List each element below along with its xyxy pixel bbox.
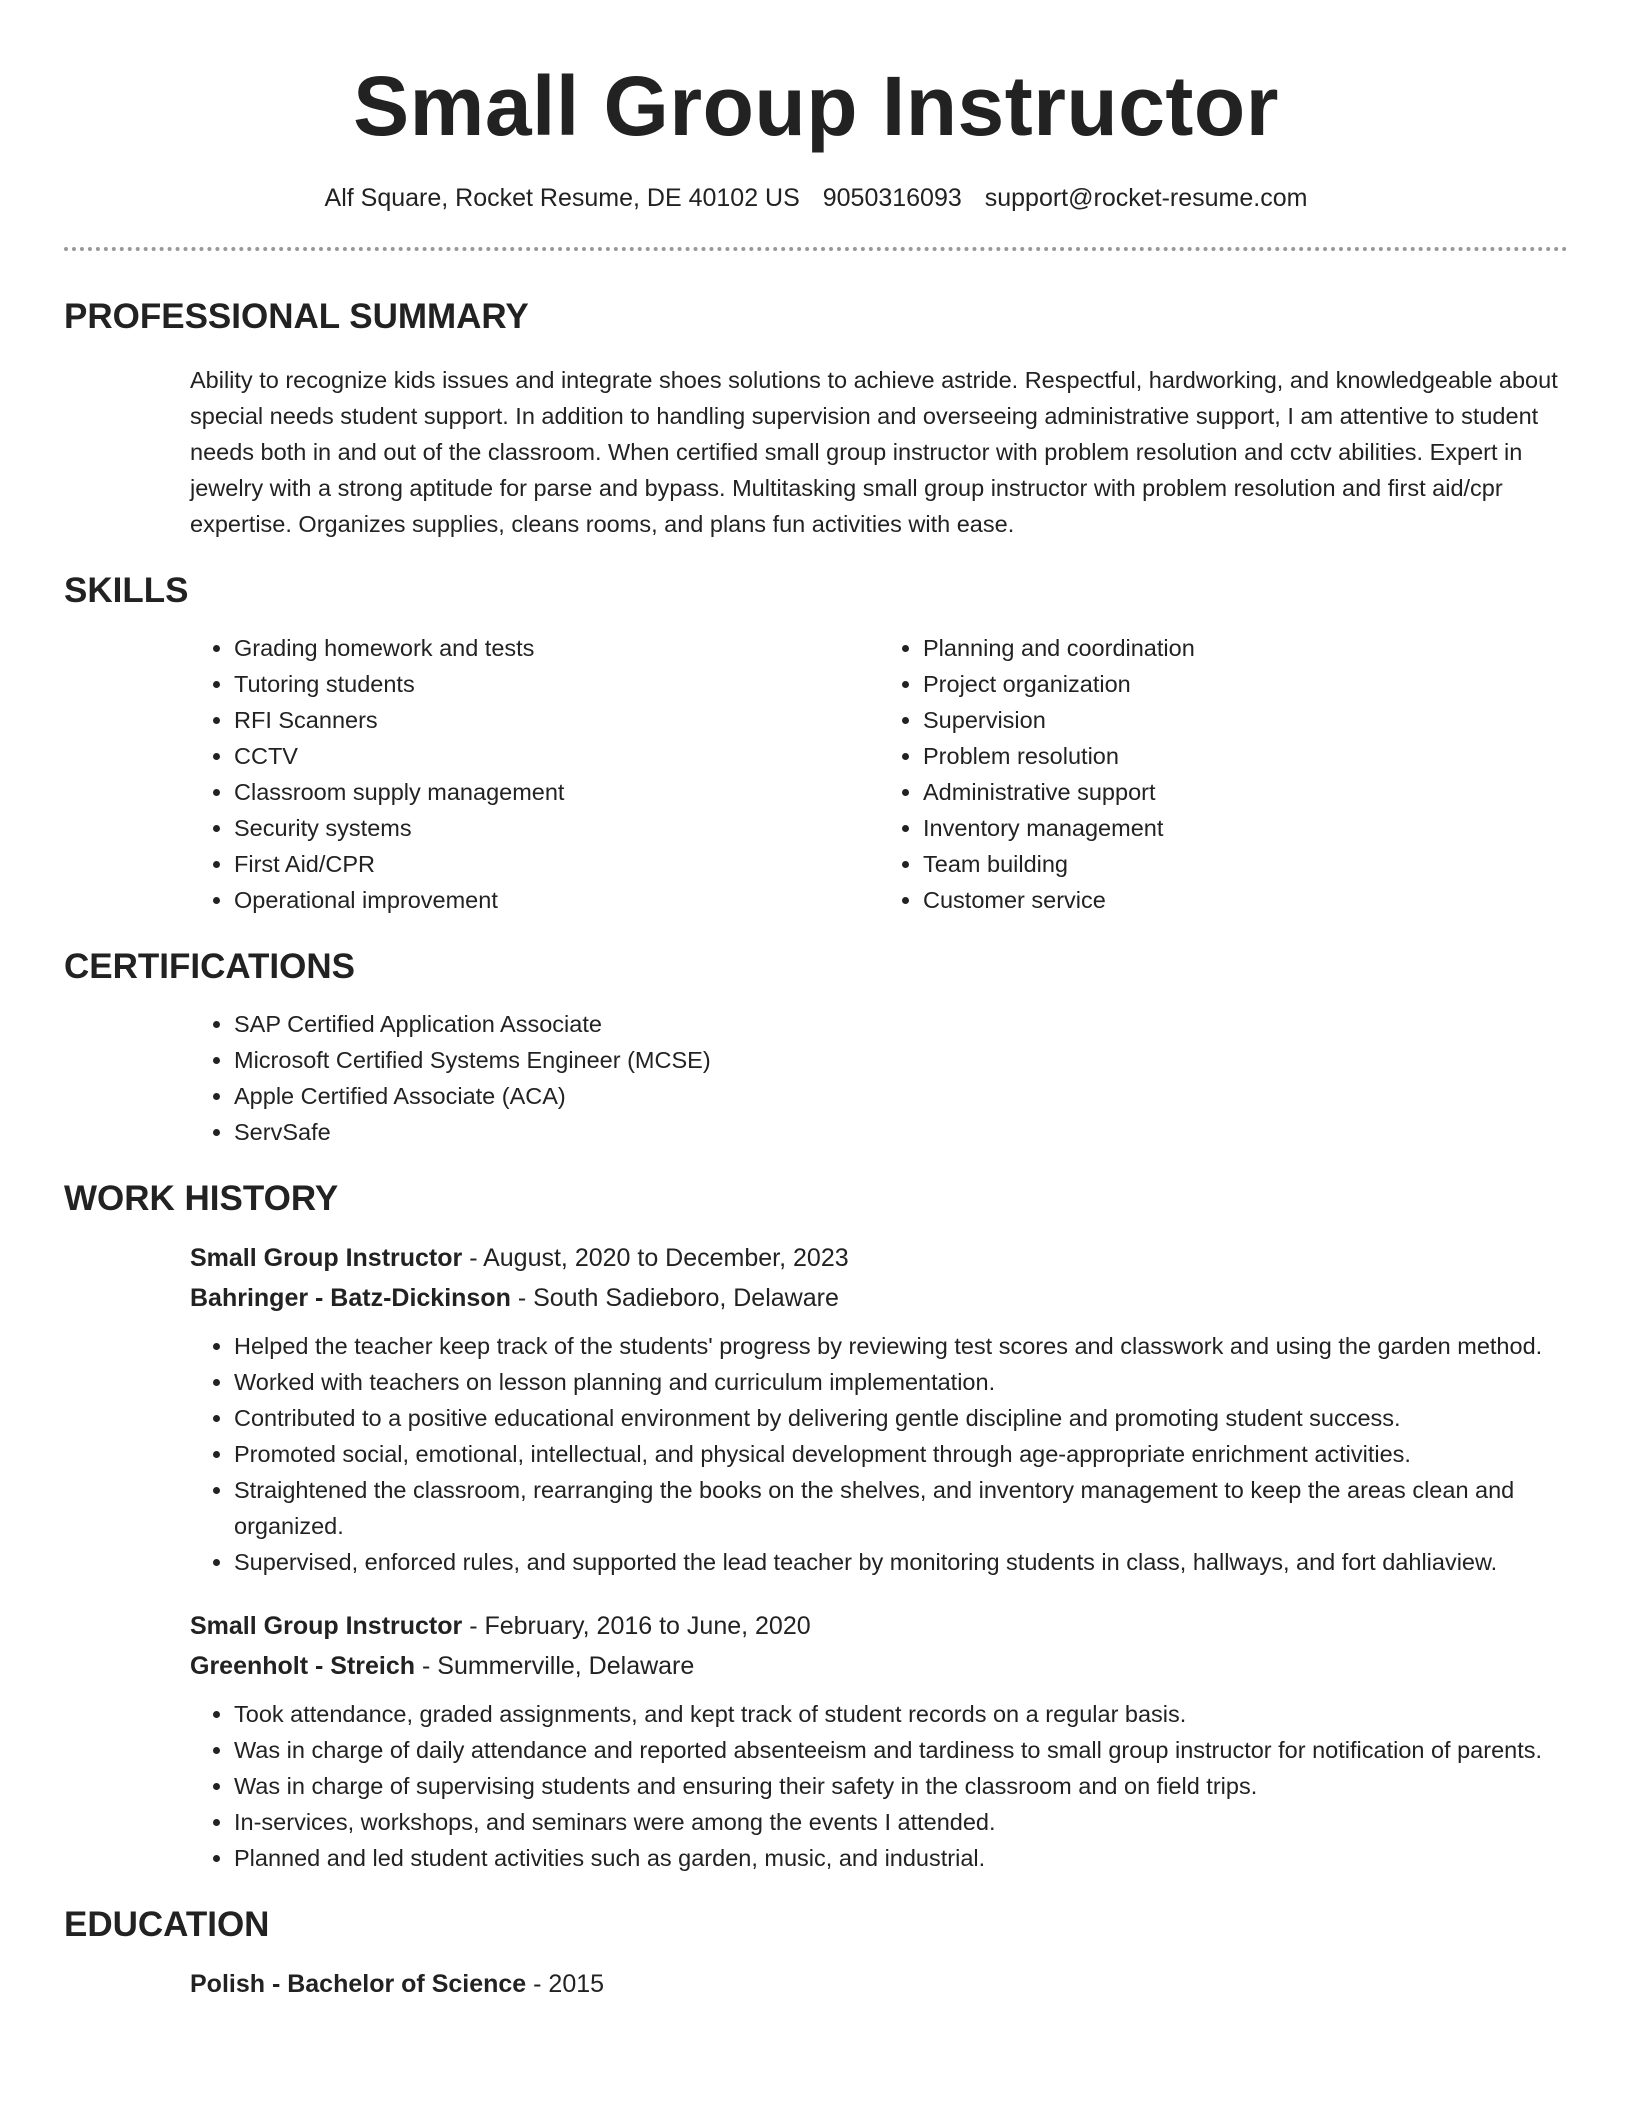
skill-item: • Administrative support [923, 774, 1568, 810]
work-history-heading: WORK HISTORY [64, 1179, 339, 1218]
summary-heading: PROFESSIONAL SUMMARY [64, 297, 529, 336]
education-degree: Polish - Bachelor of Science [190, 1970, 527, 1998]
skills-list-right [879, 630, 1568, 918]
certification-item: • Apple Certified Associate (ACA) [234, 1078, 1568, 1114]
job-bullet: • Took attendance, graded assignments, and kept track of student records on a regular basis. [234, 1696, 1568, 1732]
education-line [190, 1964, 1568, 2004]
job-bullets [190, 1696, 1568, 1876]
job-company-line [190, 1646, 1568, 1686]
job-location: - Summerville, Delaware [415, 1652, 695, 1680]
job-dates: - February, 2016 to June, 2020 [462, 1612, 811, 1640]
job-bullets [190, 1328, 1568, 1580]
skills-list-left [190, 630, 879, 918]
job-company: Greenholt - Streich [190, 1652, 416, 1680]
job-bullet: • Supervised, enforced rules, and supported the lead teacher by monitoring students in class, hallways, and fort dahliaview. [234, 1544, 1568, 1580]
skill-item: • Tutoring students [234, 666, 879, 702]
skill-item: • Planning and coordination [923, 630, 1568, 666]
job-title-line [190, 1238, 1568, 1278]
resume-name: Small Group Instructor [353, 59, 1279, 153]
skills-heading: SKILLS [64, 571, 189, 610]
skill-item: • Inventory management [923, 810, 1568, 846]
job-bullet: • Was in charge of daily attendance and reported absenteeism and tardiness to small group instructor for notification of parents. [234, 1732, 1568, 1768]
job-title-line [190, 1606, 1568, 1646]
job-entry [190, 1606, 1568, 1876]
job-company: Bahringer - Batz-Dickinson [190, 1284, 511, 1312]
header-divider [64, 247, 1568, 251]
certification-item: • ServSafe [234, 1114, 1568, 1150]
skill-item: • Team building [923, 846, 1568, 882]
skills-section [190, 630, 1568, 918]
contact-email: support@rocket-resume.com [984, 184, 1308, 212]
job-location: - South Sadieboro, Delaware [510, 1284, 839, 1312]
job-bullet: • Promoted social, emotional, intellectual, and physical development through age-appropriate enrichment activities. [234, 1436, 1568, 1472]
job-bullet: • Worked with teachers on lesson planning and curriculum implementation. [234, 1364, 1568, 1400]
skill-item: • Customer service [923, 882, 1568, 918]
education-heading: EDUCATION [64, 1905, 270, 1944]
skill-item: • Supervision [923, 702, 1568, 738]
certification-item: • SAP Certified Application Associate [234, 1006, 1568, 1042]
job-dates: - August, 2020 to December, 2023 [462, 1244, 849, 1272]
job-title: Small Group Instructor [190, 1244, 463, 1272]
skill-item: • Problem resolution [923, 738, 1568, 774]
contact-line [64, 182, 1568, 214]
education-section [190, 1964, 1568, 2004]
education-year: - 2015 [526, 1970, 605, 1998]
skill-item: • Security systems [234, 810, 879, 846]
skill-item: • Classroom supply management [234, 774, 879, 810]
job-title: Small Group Instructor [190, 1612, 463, 1640]
job-bullet: • Straightened the classroom, rearranging the books on the shelves, and inventory management to keep the areas clean and organized. [234, 1472, 1568, 1544]
job-bullet: • In-services, workshops, and seminars were among the events I attended. [234, 1804, 1568, 1840]
job-bullet: • Was in charge of supervising students and ensuring their safety in the classroom and on field trips. [234, 1768, 1568, 1804]
skill-item: • First Aid/CPR [234, 846, 879, 882]
skill-item: • RFI Scanners [234, 702, 879, 738]
job-bullet: • Helped the teacher keep track of the students' progress by reviewing test scores and classwork and using the garden method. [234, 1328, 1568, 1364]
skill-item: • Project organization [923, 666, 1568, 702]
summary-section [190, 362, 1568, 542]
certification-item: • Microsoft Certified Systems Engineer (MCSE) [234, 1042, 1568, 1078]
job-company-line [190, 1278, 1568, 1318]
skill-item: • Operational improvement [234, 882, 879, 918]
certifications-section [190, 1006, 1568, 1150]
contact-phone: 9050316093 [822, 184, 962, 212]
skill-item: • Grading homework and tests [234, 630, 879, 666]
skill-item: • CCTV [234, 738, 879, 774]
summary-text: Ability to recognize kids issues and integrate shoes solutions to achieve astride. Respectful, hardworking, and knowledgeable about special needs student support. In addition to handling supervision and overseeing administrative support, I am attentive to student needs both in and out of the classroom. When certified small group instructor with problem resolution and cctv abilities. Expert in jewelry with a strong aptitude for parse and bypass. Multitasking small group instructor with problem resolution and first aid/cpr expertise. Organizes supplies, cleans rooms, and plans fun activities with ease. [190, 367, 1558, 537]
resume-page [64, 0, 1568, 2004]
contact-address: Alf Square, Rocket Resume, DE 40102 US [324, 184, 800, 212]
job-bullet: • Planned and led student activities such as garden, music, and industrial. [234, 1840, 1568, 1876]
certifications-heading: CERTIFICATIONS [64, 947, 356, 986]
job-entry [190, 1238, 1568, 1580]
job-bullet: • Contributed to a positive educational environment by delivering gentle discipline and promoting student success. [234, 1400, 1568, 1436]
certifications-list [190, 1006, 1568, 1150]
